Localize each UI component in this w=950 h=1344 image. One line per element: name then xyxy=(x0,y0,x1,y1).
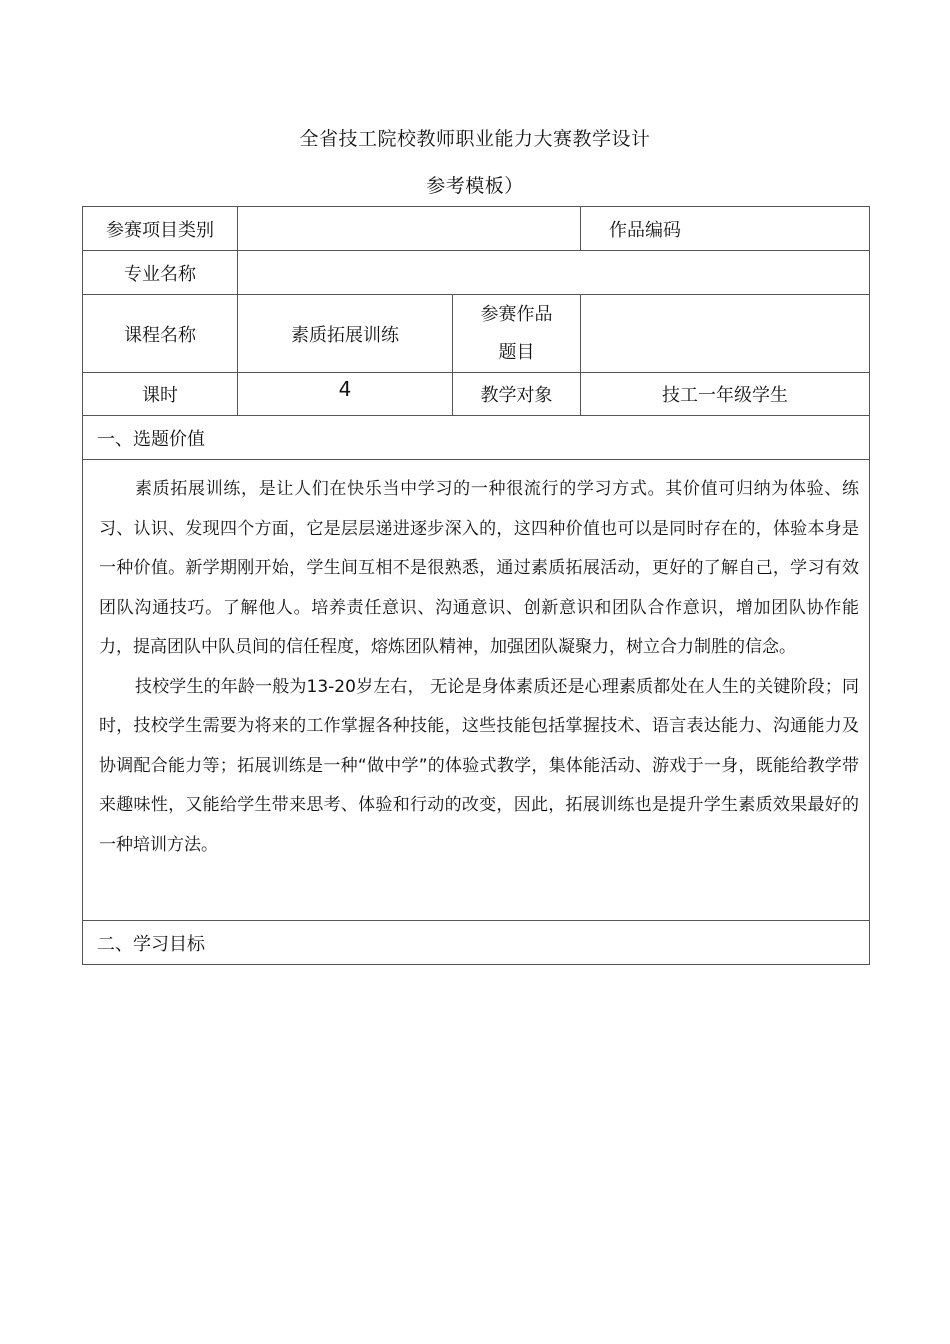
value-paragraph: 素质拓展训练，是让人们在快乐当中学习的一种很流行的学习方式。其价值可归纳为体验、练习、认识、发现四个方面，它是层层递进逐步深入的，这四种价值也可以是同时存在的，体验本身是一种价值。新学期刚开始，学生间互相不是很熟悉，通过素质拓展活动，更好的了解自己，学习有效团队沟通技巧。了解他人。培养责任意识、沟通意识、创新意识和团队合作意识，增加团队协作能力，提高团队中队员间的信任程度，熔炼团队精神，加强团队凝聚力，树立合力制胜的信念。 xyxy=(99,479,859,657)
major-label: 专业名称 xyxy=(83,251,238,295)
work-title-value xyxy=(581,295,870,373)
work-code-label: 作品编码 xyxy=(581,207,870,251)
document-title: 全省技工院校教师职业能力大赛教学设计 xyxy=(299,128,651,150)
course-value: 素质拓展训练 xyxy=(238,295,453,373)
section-value-heading-row xyxy=(83,416,870,460)
section-value-body-row xyxy=(83,460,870,921)
section-heading-goals: 二、学习目标 xyxy=(83,921,870,965)
section-goals-heading-row xyxy=(83,921,870,965)
form-row-hours xyxy=(83,373,870,416)
form-row-course xyxy=(83,295,870,373)
work-title-label xyxy=(453,295,581,373)
value-paragraph: 技校学生的年龄一般为13-20岁左右， 无论是身体素质还是心理素质都处在人生的关键阶段；同时，技校学生需要为将来的工作掌握各种技能，这些技能包括掌握技术、语言表达能力、沟通能力及协调配合能力等；拓展训练是一种“做中学”的体验式教学，集体能活动、游戏于一身，既能给教学带来趣味性，又能给学生带来思考、体验和行动的改变，因此，拓展训练也是提升学生素质效果最好的一种培训方法。 xyxy=(99,676,859,855)
hours-value: 4 xyxy=(238,373,453,416)
category-label: 参赛项目类别 xyxy=(83,207,238,251)
work-title-label-line1: 参赛作品 xyxy=(480,303,553,325)
audience-label: 教学对象 xyxy=(453,373,581,416)
course-label: 课程名称 xyxy=(83,295,238,373)
major-value xyxy=(238,251,870,295)
document-subtitle: 参考模板） xyxy=(426,175,524,197)
form-row-category xyxy=(83,207,870,251)
hours-label: 课时 xyxy=(83,373,238,416)
category-value xyxy=(238,207,581,251)
section-heading-value: 一、选题价值 xyxy=(83,416,870,460)
section-value-body xyxy=(83,460,870,921)
audience-value: 技工一年级学生 xyxy=(581,373,870,416)
entry-form-table xyxy=(82,206,870,965)
form-row-major xyxy=(83,251,870,295)
work-title-label-line2: 题目 xyxy=(498,341,535,363)
